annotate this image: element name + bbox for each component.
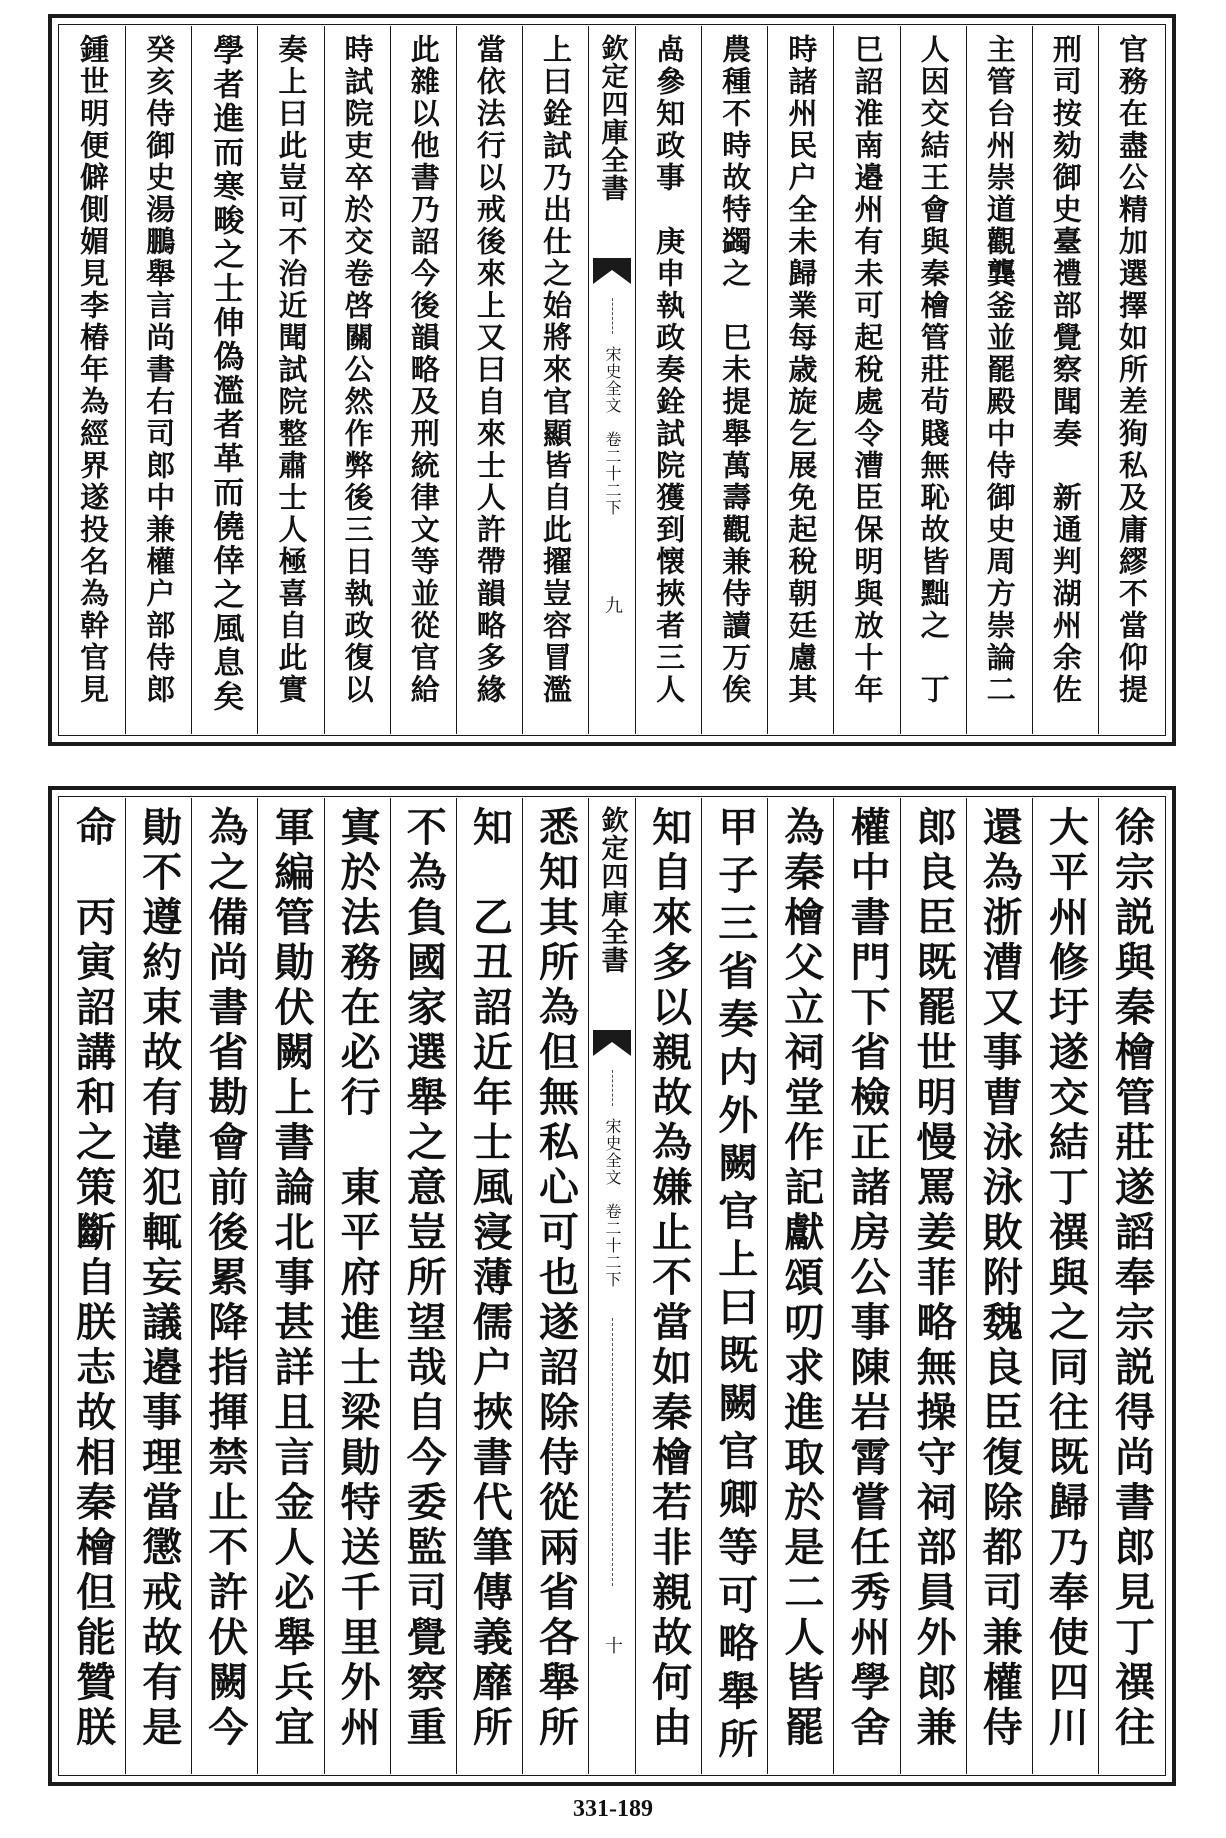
column-text: 癸亥侍御史湯鵬舉言尚書右司郎中兼權户部侍郎 (142, 34, 177, 706)
text-column (1098, 26, 1164, 734)
text-column (125, 798, 191, 1774)
top-page-columns (60, 26, 1164, 734)
column-text: 當依法行以戒後來上又曰自來士人許帶韻略多緣 (472, 34, 507, 706)
bottom-page-columns (60, 798, 1164, 1774)
column-text: 軍編管勛伏闕上書論北事甚詳且言金人必舉兵宜 (267, 806, 315, 1751)
column-text: 甲子三省奏内外闕官上曰既闕官卿等可略舉所 (711, 806, 759, 1766)
book-title: 欽定四庫全書 (596, 806, 628, 974)
text-column (191, 798, 257, 1774)
text-column (701, 798, 767, 1774)
fishtail-mark-icon (591, 1028, 633, 1058)
column-text: 卨參知政事 庚申執政奏銓試院獲到懐挾者三人 (652, 34, 687, 706)
text-column (900, 26, 966, 734)
text-column (767, 26, 833, 734)
text-column (1098, 798, 1164, 1774)
column-text: 巳詔淮南邉州有未可起稅處令漕臣保明與放十年 (850, 34, 885, 706)
column-text: 知自來多以親故為嫌止不當如秦檜若非親故何由 (645, 806, 693, 1751)
page-number: 九 (602, 596, 623, 614)
column-text: 還為浙漕又事曹泳泳敗附魏良臣復除都司兼權侍 (976, 806, 1024, 1751)
column-text: 悉知其所為但無私心可也遂詔除侍從兩省各舉所 (532, 806, 580, 1751)
top-page-panel (48, 14, 1176, 746)
text-column (900, 798, 966, 1774)
margin-dashed-line (612, 1070, 613, 1106)
column-text: 人因交結王會與秦檜管莊茍賤無恥故皆黜之 丁 (916, 34, 951, 706)
text-column (833, 798, 899, 1774)
bottom-page-panel (48, 786, 1176, 1786)
text-column (60, 26, 125, 734)
column-text: 鍾世明便僻側媚見李椿年為經界遂投名為幹官見 (76, 34, 111, 706)
page-number: 十 (602, 1636, 623, 1654)
column-text: 寘於法務在必行 東平府進士梁勛特送千里外州 (334, 806, 382, 1751)
column-text: 為之備尚書省勘會前後累降指揮禁止不許伏闕今 (201, 806, 249, 1751)
fishtail-mark-icon (591, 256, 633, 286)
column-text: 時試院吏卒於交卷啓關公然作弊後三日執政復以 (340, 34, 375, 706)
text-column (635, 26, 701, 734)
column-text: 不為負國家選舉之意豈所望哉自今委監司覺察重 (400, 806, 448, 1751)
column-text: 郎良臣既罷世明慢罵姜菲略無操守祠部員外郎兼 (910, 806, 958, 1751)
column-text: 刑司按劾御史臺禮部覺察聞奏 新通判湖州余佐 (1048, 34, 1083, 706)
text-column (522, 26, 588, 734)
text-column (1032, 798, 1098, 1774)
text-column (324, 26, 390, 734)
margin-dashed-line (612, 298, 613, 334)
column-text: 時諸州民户全未歸業每歳旋乞展免起稅朝廷慮其 (784, 34, 819, 706)
column-text: 權中書門下省檢正諸房公事陳岩霄嘗任秀州學舍 (843, 806, 891, 1751)
column-text: 勛不遵約束故有違犯輒妄議邉事理當懲戒故有是 (135, 806, 183, 1751)
column-text: 大平州修圩遂交結丁禩與之同往既歸乃奉使四川 (1042, 806, 1090, 1751)
book-title: 欽定四庫全書 (596, 34, 628, 202)
text-column (191, 26, 257, 734)
volume-label: 宋史全文 卷二十二下 (603, 346, 622, 516)
text-column (390, 798, 456, 1774)
column-text: 奏上曰此豈可不治近聞試院整肅士人極喜自此實 (274, 34, 309, 706)
text-column (324, 798, 390, 1774)
margin-dashed-line (612, 1318, 613, 1586)
column-text: 知 乙丑詔近年士風寖薄儒户挾書代筆傳義靡所 (466, 806, 514, 1751)
volume-label: 宋史全文 卷二十二下 (603, 1118, 622, 1288)
text-column (966, 26, 1032, 734)
text-column (390, 26, 456, 734)
text-column (522, 798, 588, 1774)
text-column (456, 26, 522, 734)
column-text: 上曰銓試乃出仕之始將來官顯皆自此擢豈容冒濫 (538, 34, 573, 706)
text-column (1032, 26, 1098, 734)
column-text: 命 丙寅詔講和之策斷自朕志故相秦檜但能贊朕 (69, 806, 117, 1751)
text-column (701, 26, 767, 734)
column-text: 此雜以他書乃詔今後韻略及刑統律文等並從官給 (406, 34, 441, 706)
text-column (125, 26, 191, 734)
column-text: 官務在盡公精加選擇如所差狥私及庸繆不當仰提 (1114, 34, 1149, 706)
page-reference: 331-189 (573, 1796, 653, 1822)
text-column (767, 798, 833, 1774)
column-text: 農種不時故特蠲之 巳未提舉萬壽觀兼侍讀万俟 (718, 34, 753, 706)
text-column (257, 26, 323, 734)
column-text: 學者進而寒畯之士伸偽濫者革而僥倖之風息矣 (207, 34, 244, 714)
column-text: 主管台州崇道觀龔釜並罷殿中侍御史周方崇論二 (982, 34, 1017, 706)
column-text: 徐宗説與秦檜管莊遂謟奉宗説得尚書郎見丁禩往 (1108, 806, 1156, 1751)
text-column (257, 798, 323, 1774)
text-column (456, 798, 522, 1774)
column-text: 為秦檜父立祠堂作記獻頌叨求進取於是二人皆罷 (777, 806, 825, 1751)
text-column (635, 798, 701, 1774)
center-margin-column (588, 26, 635, 734)
text-column (966, 798, 1032, 1774)
center-margin-column (588, 798, 635, 1774)
text-column (60, 798, 125, 1774)
text-column (833, 26, 899, 734)
